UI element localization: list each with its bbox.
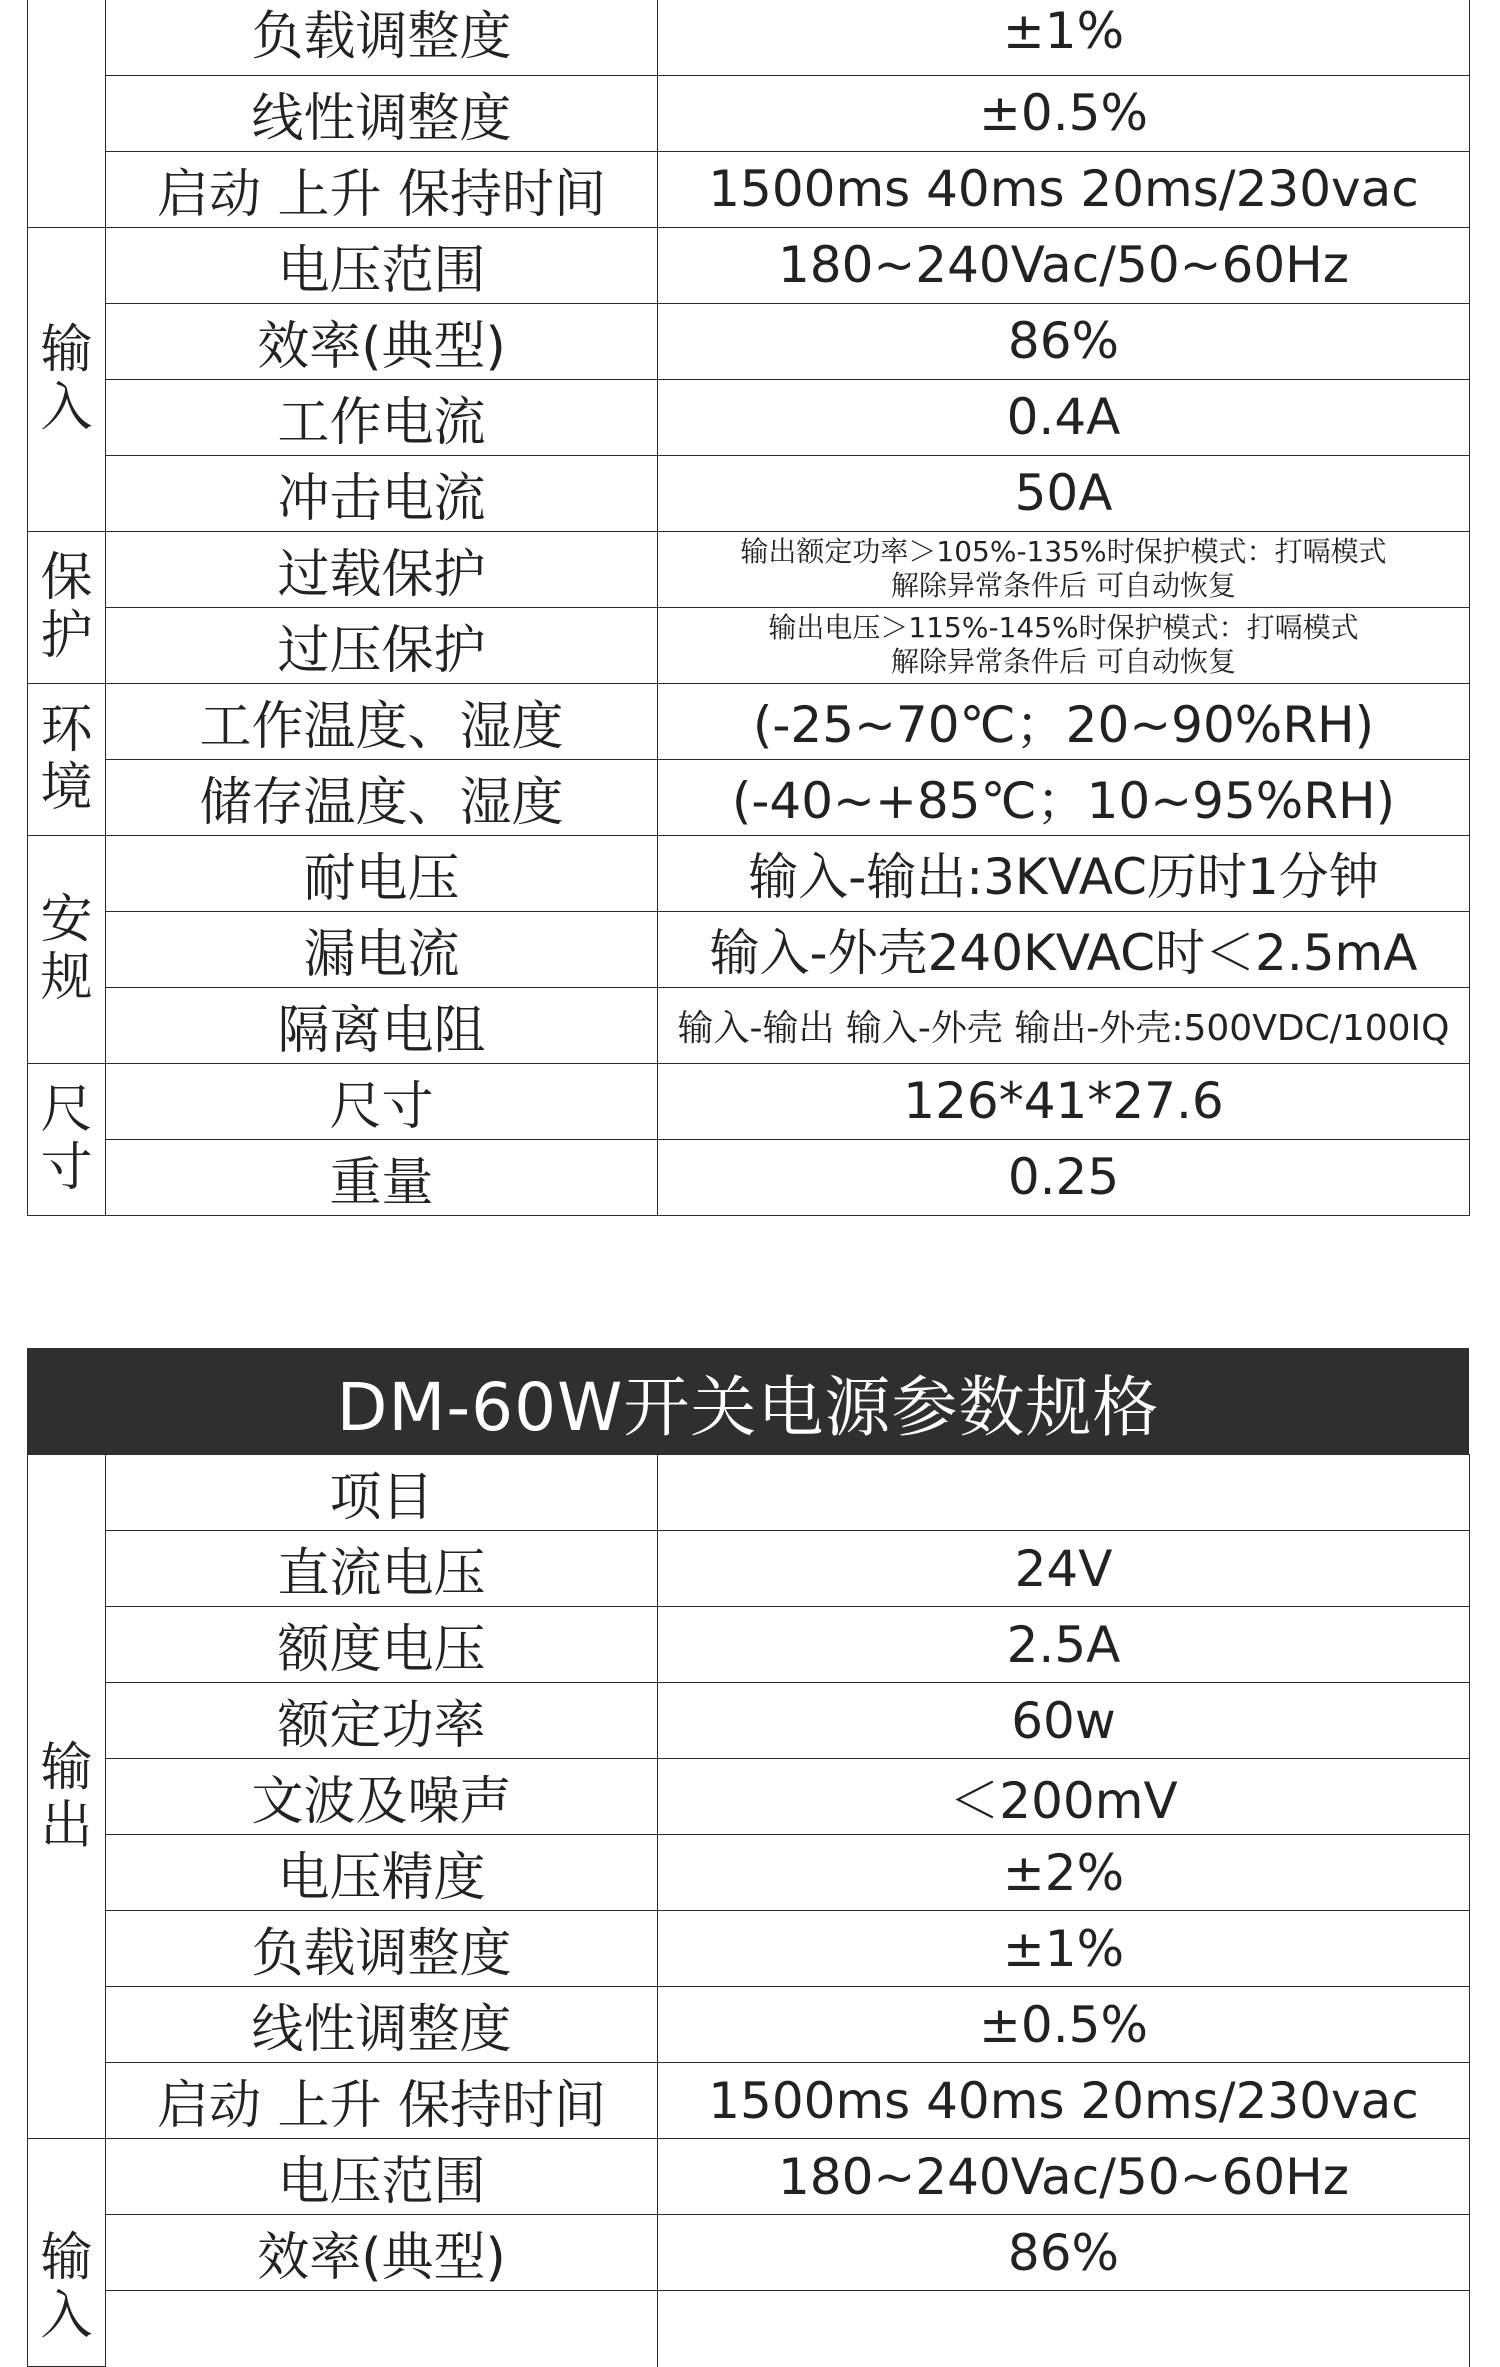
spec-table-1 [27,0,1470,1216]
param-value-line: 输出电压＞115%-145%时保护模式：打嗝模式 [768,611,1359,644]
table-row [28,227,1470,303]
param-name: 冲击电流 [106,455,658,531]
table-row [28,759,1470,835]
param-value: (-40~+85℃；10~95%RH) [658,759,1470,835]
param-name: 过压保护 [106,607,658,683]
param-name: 电压范围 [106,2139,658,2215]
param-name: 线性调整度 [106,75,658,151]
table-row [28,1455,1470,1531]
table-row [28,379,1470,455]
category-cell: 输入 [28,2139,106,2367]
param-name: 尺寸 [106,1063,658,1139]
param-name: 耐电压 [106,835,658,911]
param-name: 电压范围 [106,227,658,303]
table-row [28,0,1470,75]
param-value: 输入-输出:3KVAC历时1分钟 [658,835,1470,911]
param-value: 50A [658,455,1470,531]
table-row [28,2139,1470,2215]
table-row [28,1759,1470,1835]
table-row [28,911,1470,987]
table-row [28,1531,1470,1607]
param-value-line: 解除异常条件后 可自动恢复 [891,569,1236,602]
param-value-cut [658,2291,1470,2367]
param-name: 储存温度、湿度 [106,759,658,835]
param-value: ＜200mV [658,1759,1470,1835]
param-name: 效率(典型) [106,2215,658,2291]
param-value: ±0.5% [658,1987,1470,2063]
param-name: 项目 [106,1455,658,1531]
param-name: 电压精度 [106,1835,658,1911]
param-name: 工作电流 [106,379,658,455]
table-row [28,303,1470,379]
param-value: 180~240Vac/50~60Hz [658,227,1470,303]
category-cell: 输入 [28,227,106,531]
param-value-line: 解除异常条件后 可自动恢复 [891,645,1236,678]
table-row [28,75,1470,151]
param-name: 漏电流 [106,911,658,987]
param-name: 过载保护 [106,531,658,607]
param-value [658,607,1470,683]
category-cell: 保护 [28,531,106,683]
table-row [28,1987,1470,2063]
param-value: ±1% [658,1911,1470,1987]
table-row [28,2215,1470,2291]
param-value: 24V [658,1531,1470,1607]
param-value: ±2% [658,1835,1470,1911]
table-row [28,2291,1470,2367]
table-row [28,1911,1470,1987]
param-value: ±1% [658,0,1470,75]
param-value: 输入-外壳240KVAC时＜2.5mA [658,911,1470,987]
param-value: 1500ms 40ms 20ms/230vac [658,151,1470,227]
param-value: 1500ms 40ms 20ms/230vac [658,2063,1470,2139]
param-name: 直流电压 [106,1531,658,1607]
param-value: (-25~70℃；20~90%RH) [658,683,1470,759]
table-row [28,1835,1470,1911]
table-row [28,987,1470,1063]
category-cell: 尺寸 [28,1063,106,1215]
category-cell: 环境 [28,683,106,835]
category-cell: 输出 [28,1455,106,2139]
table-row [28,1683,1470,1759]
param-name: 负载调整度 [106,0,658,75]
param-value: 86% [658,303,1470,379]
category-cell: 安规 [28,835,106,1063]
table-row [28,531,1470,607]
table-row [28,607,1470,683]
table-row [28,455,1470,531]
table-row [28,1063,1470,1139]
param-name: 额度电压 [106,1607,658,1683]
table-row [28,1607,1470,1683]
table-row [28,1139,1470,1215]
param-name: 隔离电阻 [106,987,658,1063]
param-name: 额定功率 [106,1683,658,1759]
param-name: 启动 上升 保持时间 [106,2063,658,2139]
param-value: 0.4A [658,379,1470,455]
spec-table-2 [27,1454,1470,2367]
param-value-line: 输出额定功率＞105%-135%时保护模式：打嗝模式 [740,535,1387,568]
param-value: 0.25 [658,1139,1470,1215]
param-name: 线性调整度 [106,1987,658,2063]
param-value: 180~240Vac/50~60Hz [658,2139,1470,2215]
param-value: 60w [658,1683,1470,1759]
param-name-cut [106,2291,658,2367]
table-row [28,2063,1470,2139]
table-row [28,151,1470,227]
param-name: 效率(典型) [106,303,658,379]
param-name: 文波及噪声 [106,1759,658,1835]
spec-table-title: DM-60W开关电源参数规格 [27,1348,1469,1454]
param-value: 2.5A [658,1607,1470,1683]
param-name: 工作温度、湿度 [106,683,658,759]
param-value: 输入-输出 输入-外壳 输出-外壳:500VDC/100IQ [658,987,1470,1063]
param-value: 126*41*27.6 [658,1063,1470,1139]
param-name: 重量 [106,1139,658,1215]
param-name: 启动 上升 保持时间 [106,151,658,227]
param-value [658,531,1470,607]
param-value: ±0.5% [658,75,1470,151]
param-value [658,1455,1470,1531]
category-cell [28,0,106,227]
param-name: 负载调整度 [106,1911,658,1987]
table-row [28,683,1470,759]
param-value: 86% [658,2215,1470,2291]
table-row [28,835,1470,911]
